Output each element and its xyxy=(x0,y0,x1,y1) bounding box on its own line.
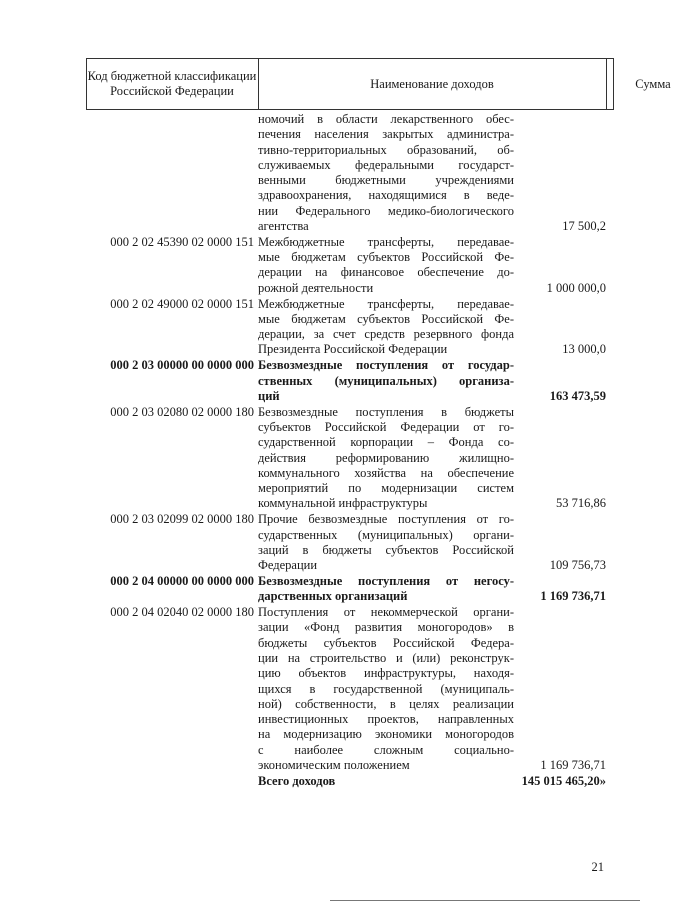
income-name-line: мые бюджетам субъектов Российской Фе- xyxy=(258,250,514,265)
income-name-line: зации «Фонд развития моногородов» в xyxy=(258,620,514,635)
table-header xyxy=(86,58,671,110)
income-name-line: Безвозмездные поступления от государ- xyxy=(258,358,514,373)
income-name-line: Всего доходов xyxy=(258,773,336,788)
income-name xyxy=(258,512,514,573)
income-name-line: здравоохранения, находящимися в веде- xyxy=(258,188,514,203)
budget-code: 000 2 04 00000 00 0000 000 xyxy=(110,574,254,588)
income-name-line: ции на строительство и (или) реконструк- xyxy=(258,650,514,665)
income-name-line: ной) собственности, в целях реализации xyxy=(258,696,514,711)
income-name-line: Безвозмездные поступления от негосу- xyxy=(258,574,514,588)
table-row xyxy=(0,297,640,358)
income-name xyxy=(258,405,514,512)
table-row xyxy=(0,235,640,296)
income-sum: 1 169 736,71 xyxy=(540,758,606,773)
budget-code: 000 2 03 00000 00 0000 000 xyxy=(110,358,254,373)
income-name-line: номочий в области лекарственного обес- xyxy=(258,112,514,126)
income-name xyxy=(258,235,514,296)
income-name-line: на модернизацию экономики моногородов xyxy=(258,727,514,742)
income-name-line: тивно-территориальных образований, об- xyxy=(258,142,514,157)
income-name-line: экономическим положением xyxy=(258,758,410,773)
income-name-line: служиваемых федеральными государст- xyxy=(258,157,514,172)
table-row xyxy=(0,358,640,404)
income-name-line: бюджеты субъектов Российской Федера- xyxy=(258,635,514,650)
income-name xyxy=(258,774,514,789)
income-name-line: мые бюджетам субъектов Российской Фе- xyxy=(258,311,514,326)
income-name xyxy=(258,358,514,404)
income-name-line: венными бюджетными учреждениями xyxy=(258,173,514,188)
income-name-line: сударственных (муниципальных) органи- xyxy=(258,527,514,542)
income-name-line: нии Федерального медико-биологического xyxy=(258,203,514,218)
income-sum: 13 000,0 xyxy=(562,342,606,357)
income-name-line: Безвозмездные поступления в бюджеты xyxy=(258,404,514,419)
table-row xyxy=(0,512,640,573)
income-name-line: дерации, за счет средств резервного фонда xyxy=(258,327,514,342)
budget-code: 000 2 02 45390 02 0000 151 xyxy=(110,234,254,249)
income-name-line: Президента Российской Федерации xyxy=(258,342,448,357)
income-name-line: коммунального хозяйства на обеспечение xyxy=(258,465,514,480)
income-sum: 53 716,86 xyxy=(556,496,606,511)
table-row xyxy=(0,574,640,605)
header-name-column: Наименование доходов xyxy=(370,76,494,91)
income-name-line: ственных (муниципальных) организа- xyxy=(258,373,514,388)
income-name-line: действия реформированию жилищно- xyxy=(258,450,514,465)
table-row xyxy=(0,405,640,512)
income-name-line: Прочие безвозмездные поступления от го- xyxy=(258,512,514,527)
income-name-line: дарственных организаций xyxy=(258,589,408,604)
income-name xyxy=(258,112,514,234)
income-name-line: коммунальной инфраструктуры xyxy=(258,496,428,511)
page-number: 21 xyxy=(591,860,604,874)
table-row xyxy=(0,605,640,773)
income-sum: 1 000 000,0 xyxy=(546,280,606,295)
income-sum: 17 500,2 xyxy=(562,219,606,234)
income-sum: 109 756,73 xyxy=(549,558,606,573)
income-name-line: Межбюджетные трансферты, передавае- xyxy=(258,296,514,311)
income-name-line: заций в бюджеты субъектов Российской xyxy=(258,542,514,557)
income-name xyxy=(258,297,514,358)
income-name-line: ций xyxy=(258,388,280,403)
income-name-line: Федерации xyxy=(258,558,318,573)
budget-code: 000 2 02 49000 02 0000 151 xyxy=(110,296,254,311)
income-name-line: инвестиционных проектов, направленных xyxy=(258,712,514,727)
budget-code: 000 2 04 02040 02 0000 180 xyxy=(110,605,254,620)
header-code-column: Код бюджетной классификации Российской Федерации xyxy=(87,69,257,98)
income-name-line: рожной деятельности xyxy=(258,280,374,295)
bottom-rule xyxy=(330,900,640,901)
income-name-line: агентства xyxy=(258,219,309,234)
income-name-line: сударственной корпорации – Фонда со- xyxy=(258,435,514,450)
income-name-line: дерации на финансовое обеспечение до- xyxy=(258,265,514,280)
income-name-line: щихся в государственной (муниципаль- xyxy=(258,681,514,696)
income-sum: 163 473,59 xyxy=(549,388,606,403)
table-row xyxy=(0,112,640,234)
income-name-line: мероприятий по модернизации систем xyxy=(258,481,514,496)
budget-code: 000 2 03 02099 02 0000 180 xyxy=(110,512,254,527)
income-sum: 145 015 465,20» xyxy=(521,773,606,788)
income-name-line: Межбюджетные трансферты, передавае- xyxy=(258,234,514,249)
income-name-line: цию объектов инфраструктуры, находя- xyxy=(258,666,514,681)
income-sum: 1 169 736,71 xyxy=(540,589,606,604)
income-name-line: субъектов Российской Федерации от го- xyxy=(258,419,514,434)
income-name-line: с наиболее сложным социально- xyxy=(258,742,514,757)
income-name-line: Поступления от некоммерческой органи- xyxy=(258,605,514,620)
income-name xyxy=(258,574,514,605)
table-row xyxy=(0,774,640,789)
budget-code: 000 2 03 02080 02 0000 180 xyxy=(110,404,254,419)
income-name-line: печения населения закрытых администра- xyxy=(258,127,514,142)
income-name xyxy=(258,605,514,773)
header-sum-column: Сумма xyxy=(635,76,671,91)
